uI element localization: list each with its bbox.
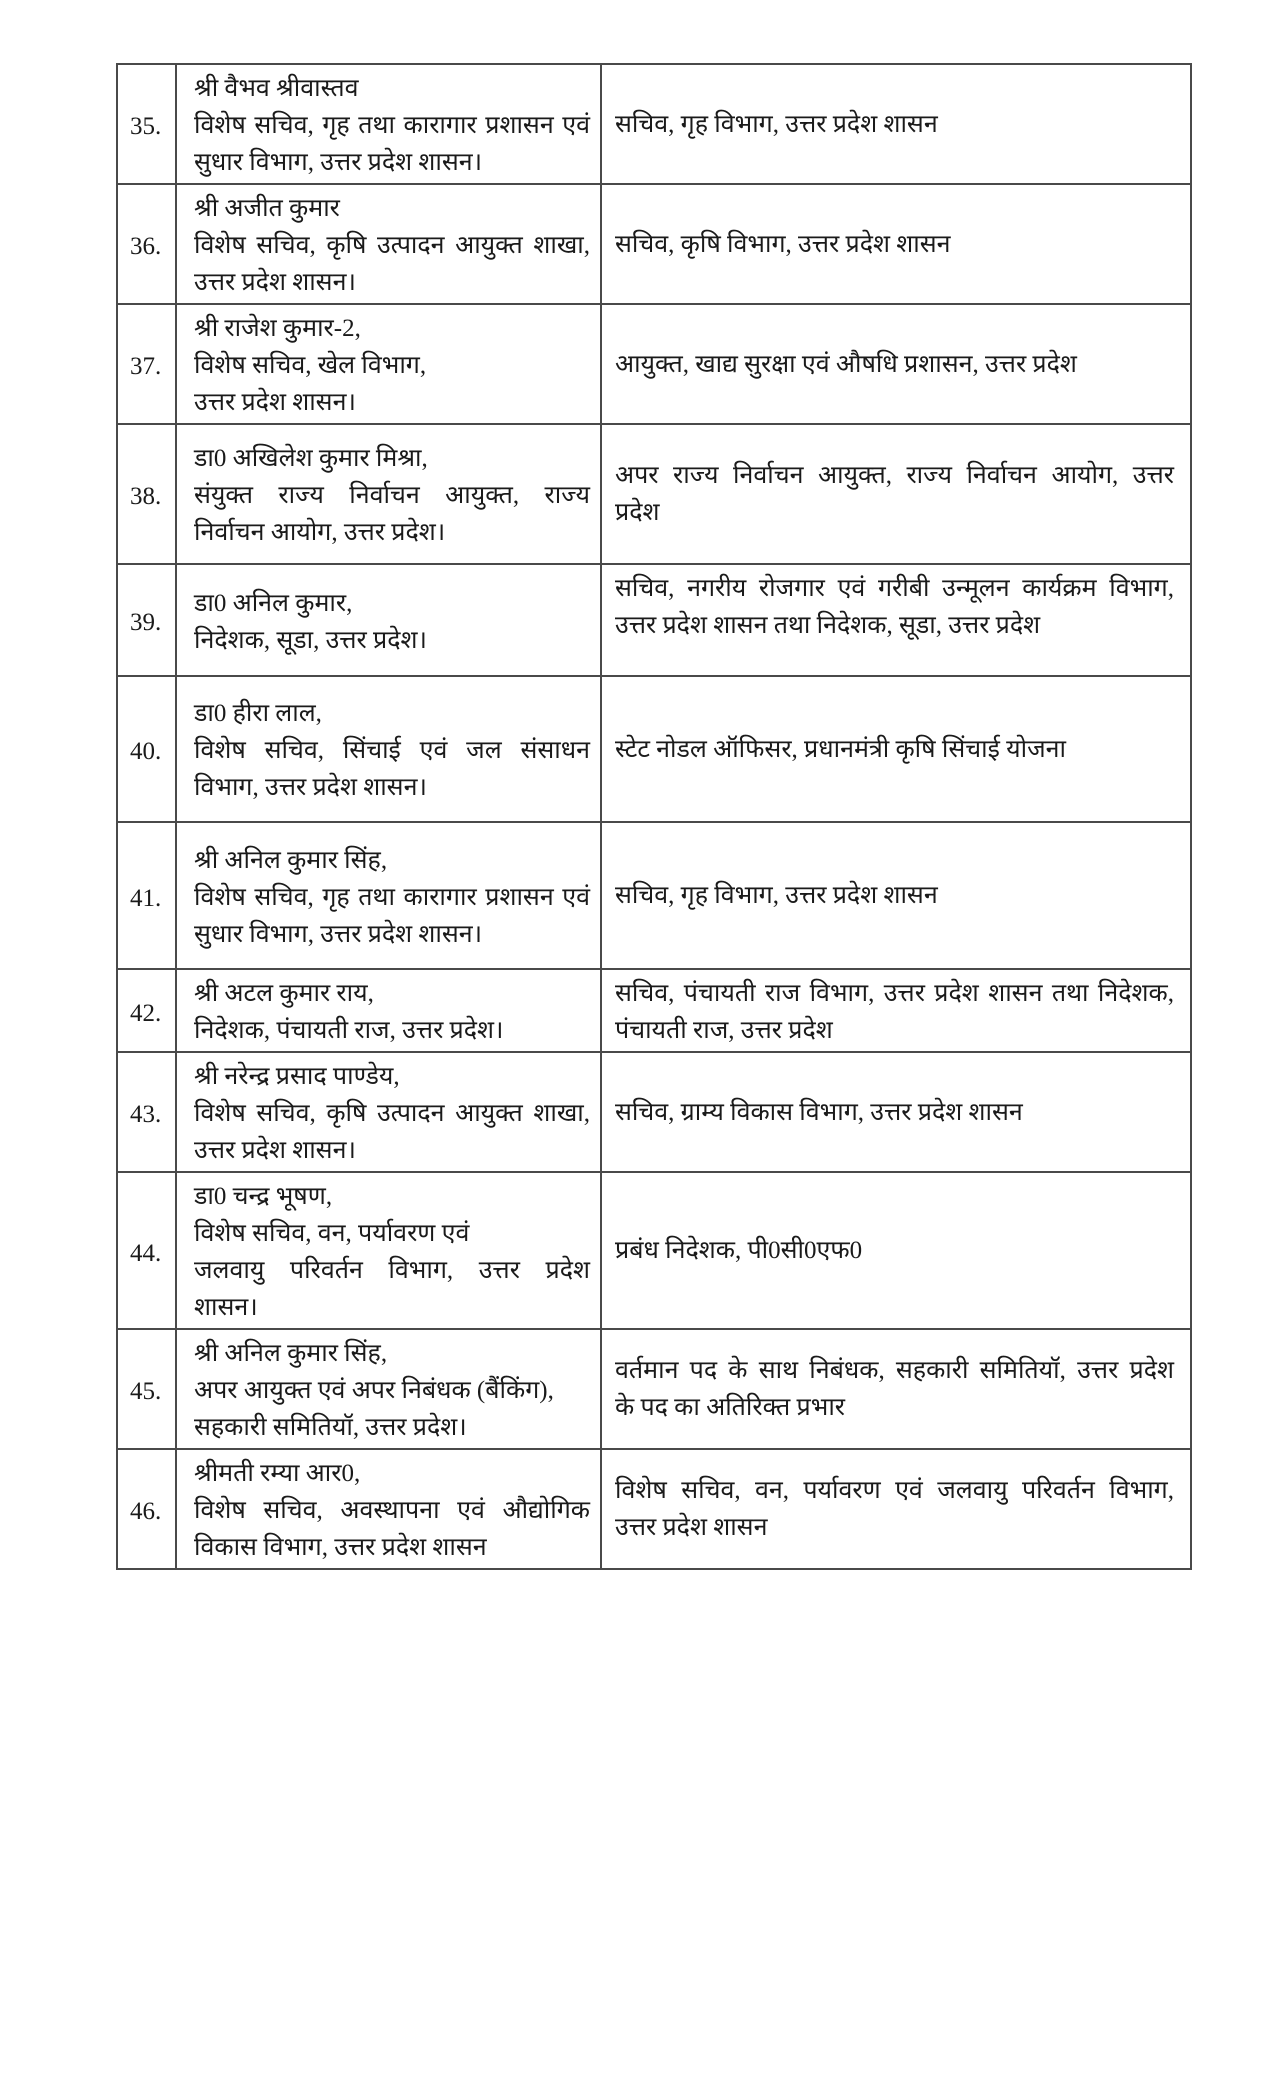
designation-cell — [601, 1052, 1191, 1172]
name-cell — [176, 1052, 601, 1172]
text-line: डा0 अखिलेश कुमार मिश्रा, — [194, 445, 428, 472]
serial-cell: 35. — [117, 64, 176, 184]
text-line: विशेष सचिव, सिंचाई एवं जल संसाधन — [194, 737, 590, 764]
text-line: सुधार विभाग, उत्तर प्रदेश शासन। — [194, 920, 483, 948]
text-line: विशेष सचिव, गृह तथा कारागार प्रशासन एवं — [194, 883, 590, 911]
text-line: विशेष सचिव, गृह तथा कारागार प्रशासन एवं — [194, 112, 590, 139]
serial-cell: 46. — [117, 1449, 176, 1569]
text-line: पंचायती राज, उत्तर प्रदेश — [615, 1017, 833, 1044]
serial-cell: 38. — [117, 424, 176, 564]
text-line: श्री नरेन्द्र प्रसाद पाण्डेय, — [194, 1063, 400, 1090]
serial-cell: 39. — [117, 564, 176, 676]
table-row — [117, 184, 1191, 304]
text-line: डा0 चन्द्र भूषण, — [194, 1183, 333, 1210]
text-line: निदेशक, पंचायती राज, उत्तर प्रदेश। — [194, 1017, 504, 1044]
name-cell — [176, 676, 601, 822]
text-line: विशेष सचिव, वन, पर्यावरण एवं — [194, 1220, 470, 1247]
text-line: प्रबंध निदेशक, पी0सी0एफ0 — [615, 1237, 863, 1264]
text-line: वर्तमान पद के साथ निबंधक, सहकारी समितियॉ, उत्तर प्रदेश — [615, 1357, 1174, 1384]
text-line: सुधार विभाग, उत्तर प्रदेश शासन। — [194, 149, 483, 176]
table-row — [117, 969, 1191, 1052]
designation-cell — [601, 64, 1191, 184]
name-cell — [176, 822, 601, 969]
designation-cell — [601, 1329, 1191, 1449]
text-line: जलवायु परिवर्तन विभाग, उत्तर प्रदेश — [194, 1257, 590, 1284]
serial-cell: 41. — [117, 822, 176, 969]
name-cell — [176, 304, 601, 424]
text-line: सचिव, पंचायती राज विभाग, उत्तर प्रदेश शासन तथा निदेशक, — [615, 980, 1174, 1007]
text-line: श्रीमती रम्या आर0, — [194, 1460, 361, 1487]
name-cell — [176, 1329, 601, 1449]
text-line: सचिव, कृषि विभाग, उत्तर प्रदेश शासन — [615, 230, 951, 258]
text-line: अपर आयुक्त एवं अपर निबंधक (बैंकिंग), — [194, 1377, 554, 1404]
serial-cell: 43. — [117, 1052, 176, 1172]
text-line: उत्तर प्रदेश शासन। — [194, 1137, 356, 1164]
text-line: श्री राजेश कुमार-2, — [194, 315, 361, 342]
table-row — [117, 564, 1191, 676]
table-row — [117, 1449, 1191, 1569]
text-line: सहकारी समितियॉ, उत्तर प्रदेश। — [194, 1414, 467, 1441]
table-row — [117, 1329, 1191, 1449]
text-line: प्रदेश — [615, 499, 660, 526]
designation-cell — [601, 304, 1191, 424]
text-line: श्री अजीत कुमार — [194, 195, 340, 222]
text-line: श्री अटल कुमार राय, — [194, 980, 374, 1007]
text-line: उत्तर प्रदेश शासन। — [194, 389, 356, 416]
text-line: सचिव, गृह विभाग, उत्तर प्रदेश शासन — [615, 110, 938, 138]
table-row — [117, 304, 1191, 424]
designation-cell — [601, 184, 1191, 304]
serial-cell: 37. — [117, 304, 176, 424]
table-row — [117, 1172, 1191, 1329]
designation-cell — [601, 1449, 1191, 1569]
serial-cell: 45. — [117, 1329, 176, 1449]
text-line: सचिव, ग्राम्य विकास विभाग, उत्तर प्रदेश शासन — [615, 1098, 1023, 1126]
text-line: उत्तर प्रदेश शासन। — [194, 269, 356, 296]
name-cell — [176, 184, 601, 304]
name-cell — [176, 1449, 601, 1569]
name-cell — [176, 969, 601, 1052]
name-cell — [176, 1172, 601, 1329]
serial-cell: 40. — [117, 676, 176, 822]
text-line: के पद का अतिरिक्त प्रभार — [615, 1394, 846, 1421]
text-line: निदेशक, सूडा, उत्तर प्रदेश। — [194, 626, 428, 654]
text-line: अपर राज्य निर्वाचन आयुक्त, राज्य निर्वाचन आयोग, उत्तर — [615, 462, 1174, 489]
name-cell — [176, 424, 601, 564]
text-line: विशेष सचिव, अवस्थापना एवं औद्योगिक — [194, 1497, 590, 1524]
text-line: श्री वैभव श्रीवास्तव — [194, 75, 359, 102]
text-line: आयुक्त, खाद्य सुरक्षा एवं औषधि प्रशासन, उत्तर प्रदेश — [615, 350, 1077, 378]
text-line: सचिव, नगरीय रोजगार एवं गरीबी उन्मूलन कार्यक्रम विभाग, — [615, 575, 1174, 602]
text-line: संयुक्त राज्य निर्वाचन आयुक्त, राज्य — [194, 482, 590, 509]
text-line: शासन। — [194, 1294, 258, 1321]
designation-cell — [601, 564, 1191, 676]
name-cell — [176, 564, 601, 676]
text-line: उत्तर प्रदेश शासन — [615, 1514, 768, 1541]
text-line: डा0 हीरा लाल, — [194, 700, 322, 727]
table-row — [117, 64, 1191, 184]
officials-table — [116, 63, 1192, 1570]
table-row — [117, 424, 1191, 564]
table-row — [117, 822, 1191, 969]
text-line: निर्वाचन आयोग, उत्तर प्रदेश। — [194, 519, 446, 546]
name-cell — [176, 64, 601, 184]
text-line: विशेष सचिव, कृषि उत्पादन आयुक्त शाखा, — [194, 1100, 590, 1127]
text-line: विशेष सचिव, वन, पर्यावरण एवं जलवायु परिवर्तन विभाग, — [615, 1477, 1174, 1504]
text-line: विकास विभाग, उत्तर प्रदेश शासन — [194, 1534, 487, 1561]
serial-cell: 42. — [117, 969, 176, 1052]
designation-cell — [601, 969, 1191, 1052]
text-line: स्टेट नोडल ऑफिसर, प्रधानमंत्री कृषि सिंचाई योजना — [615, 735, 1066, 763]
text-line: उत्तर प्रदेश शासन तथा निदेशक, सूडा, उत्तर प्रदेश — [615, 612, 1041, 639]
designation-cell — [601, 424, 1191, 564]
designation-cell — [601, 822, 1191, 969]
text-line: विशेष सचिव, कृषि उत्पादन आयुक्त शाखा, — [194, 232, 590, 259]
serial-cell: 44. — [117, 1172, 176, 1329]
text-line: श्री अनिल कुमार सिंह, — [194, 1340, 388, 1367]
text-line: विशेष सचिव, खेल विभाग, — [194, 352, 427, 379]
table-row — [117, 676, 1191, 822]
text-line: विभाग, उत्तर प्रदेश शासन। — [194, 774, 427, 801]
designation-cell — [601, 676, 1191, 822]
serial-cell: 36. — [117, 184, 176, 304]
text-line: श्री अनिल कुमार सिंह, — [194, 846, 388, 874]
designation-cell — [601, 1172, 1191, 1329]
text-line: सचिव, गृह विभाग, उत्तर प्रदेश शासन — [615, 882, 938, 909]
table-row — [117, 1052, 1191, 1172]
text-line: डा0 अनिल कुमार, — [194, 589, 353, 617]
